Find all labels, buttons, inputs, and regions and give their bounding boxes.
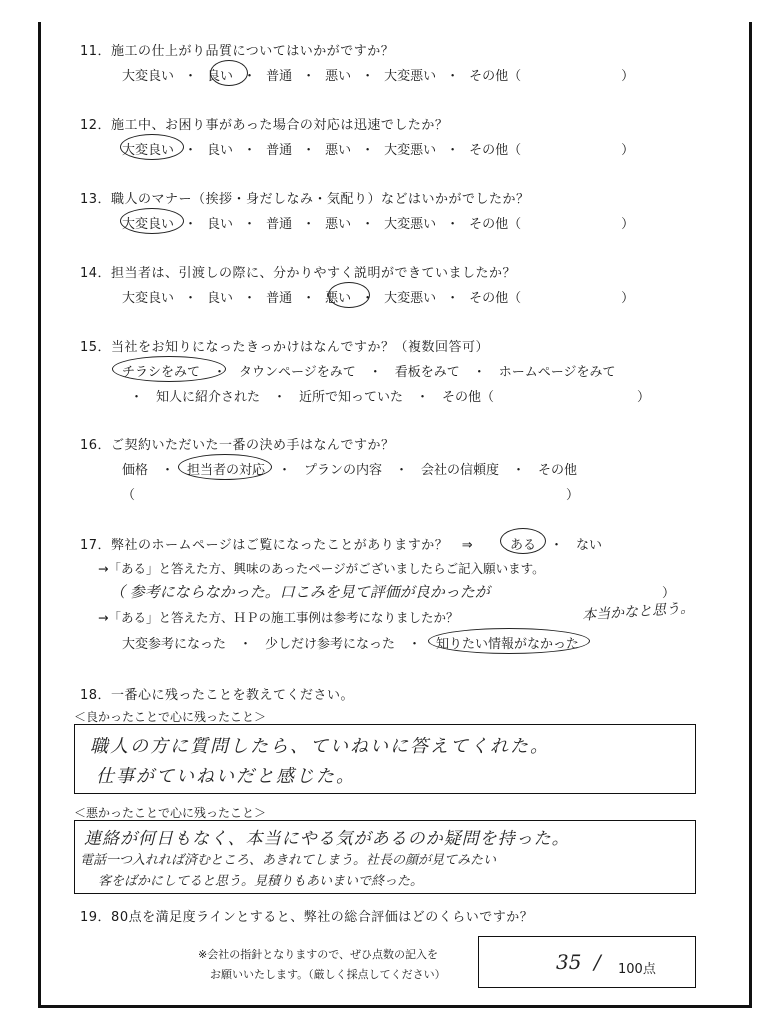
q15-line2: ・ 知人に紹介された ・ 近所で知っていた ・ その他（ ）	[130, 390, 651, 405]
q17-sub1: →「ある」と答えた方、興味のあったページがございましたらご記入願います。	[98, 561, 545, 576]
q15-title: 15．当社をお知りになったきっかけはなんですか？（複数回答可）	[80, 340, 490, 355]
q13-options: 大変良い ・ 良い ・ 普通 ・ 悪い ・ 大変悪い ・ その他（ ）	[122, 217, 635, 232]
q14-selected-circle	[328, 282, 370, 308]
q17-handwritten-note: 本当かなと思う。	[581, 600, 695, 624]
q11-selected-circle	[210, 60, 248, 86]
q18-title: 18．一番心に残ったことを教えてください。	[80, 688, 355, 703]
q13-selected-circle	[120, 208, 184, 234]
q18-bad-line1: 連絡が何日もなく、本当にやる気があるのか疑問を持った。	[84, 829, 570, 849]
q18-good-line2: 仕事がていねいだと感じた。	[96, 766, 356, 787]
q12-title: 12．施工中、お困り事があった場合の対応は迅速でしたか？	[80, 118, 449, 133]
q15-selected-circle	[112, 356, 226, 382]
q12-selected-circle	[120, 134, 184, 160]
q17-line2: 大変参考になった ・ 少しだけ参考になった ・	[122, 637, 422, 652]
q18-good-line1: 職人の方に質問したら、ていねいに答えてくれた。	[90, 736, 550, 757]
q18-good-label: ＜良かったことで心に残ったこと＞	[74, 710, 267, 724]
q16-open-paren: （	[122, 488, 136, 503]
q18-bad-line2: 電話一つ入れれば済むところ、あきれてしまう。社長の顔が見てみたい	[80, 853, 497, 868]
q16-selected-circle	[178, 454, 272, 480]
q19-note1: ※会社の指針となりますので、ぜひ点数の記入を	[198, 948, 438, 961]
q12-options: 大変良い ・ 良い ・ 普通 ・ 悪い ・ 大変悪い ・ その他（ ）	[122, 143, 635, 158]
q17-yes-circle	[500, 528, 546, 554]
q17-sub2: →「ある」と答えた方、ＨＰの施工事例は参考になりましたか？	[98, 610, 459, 625]
q16-close-paren: ）	[566, 488, 580, 503]
q16-line1: 価格 ・ 担当者の対応 ・ プランの内容 ・ 会社の信頼度 ・ その他	[122, 463, 578, 478]
q19-score-slash: /	[594, 950, 601, 974]
q17-choice-circle	[428, 628, 590, 654]
q18-bad-line3: 客をばかにしてると思う。見積りもあいまいで終った。	[98, 874, 424, 889]
q17-title: 17．弊社のホームページはご覧になったことがありますか？ ⇒	[80, 538, 474, 553]
q11-title: 11．施工の仕上がり品質についてはいかがですか？	[80, 44, 395, 59]
q19-score-box	[478, 936, 696, 988]
q17-yes: ある	[510, 538, 537, 553]
q14-title: 14．担当者は、引渡しの際に、分かりやすく説明ができていましたか？	[80, 266, 517, 281]
q14-options: 大変良い ・ 良い ・ 普通 ・ 悪い ・ 大変悪い ・ その他（ ）	[122, 291, 635, 306]
q11-options: 大変良い ・ 良い ・ 普通 ・ 悪い ・ 大変悪い ・ その他（ ）	[122, 69, 635, 84]
q17-handwritten-answer1: （ 参考にならなかった。口こみを見て評価が良かったが	[110, 583, 490, 601]
q17-choice: 知りたい情報がなかった	[436, 637, 580, 652]
q17-no: ・ ない	[550, 538, 603, 553]
q18-bad-label: ＜悪かったことで心に残ったこと＞	[74, 806, 267, 820]
q13-title: 13．職人のマナー（挨拶・身だしなみ・気配り）などはいかがでしたか？	[80, 192, 530, 207]
q19-title: 19．80点を満足度ラインとすると、弊社の総合評価はどのくらいですか？	[80, 910, 534, 925]
q19-score-value: 35	[556, 950, 582, 974]
q19-score-max: 100点	[618, 962, 656, 977]
q19-note2: お願いいたします。（厳しく採点してください）	[210, 968, 446, 981]
q17-answer1-close: ）	[662, 586, 676, 601]
q16-title: 16．ご契約いただいた一番の決め手はなんですか？	[80, 438, 395, 453]
q15-line1: チラシをみて ・ タウンページをみて ・ 看板をみて ・ ホームページをみて	[122, 365, 616, 380]
